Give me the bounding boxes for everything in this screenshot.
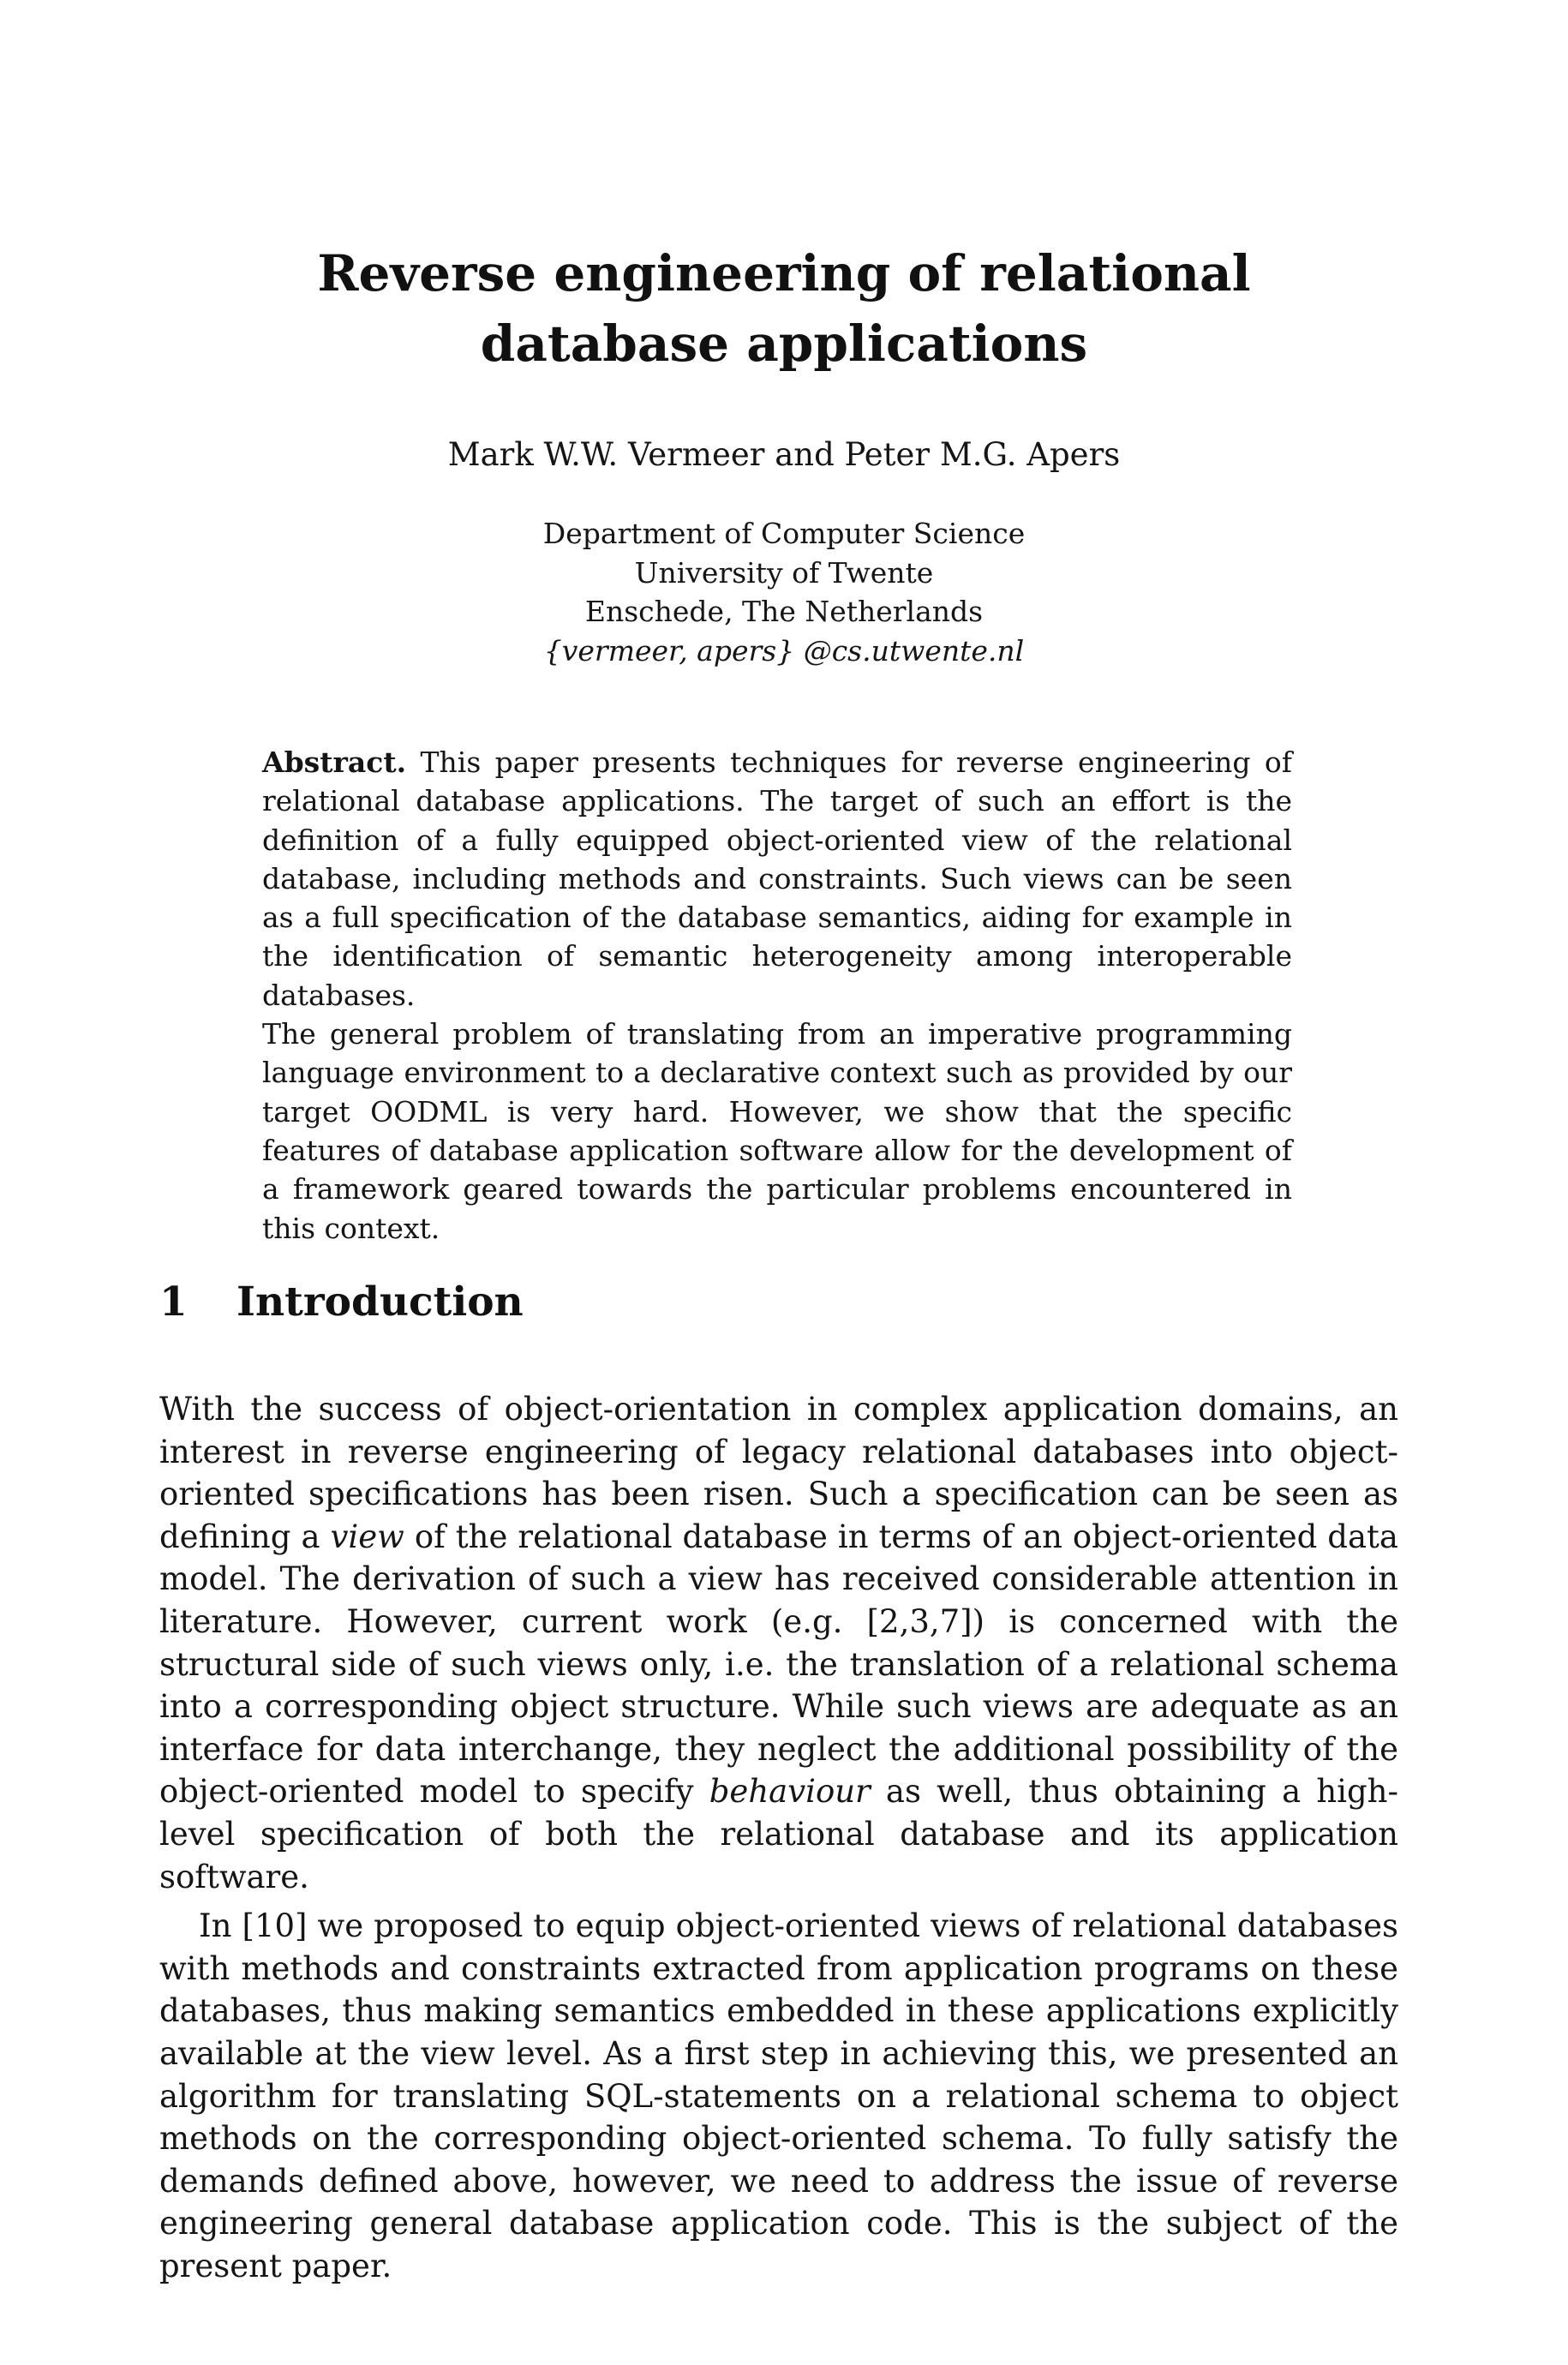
affiliation-block [0, 514, 1568, 670]
section-heading [159, 1277, 524, 1328]
emphasis-view: view [330, 1518, 404, 1555]
body-text-run: of the relational database in terms of an object-oriented data model. The derivation of such a view has received considerable attention in literature. However, current work (e.g. [2,3,7]) is concerned with the structural side of such views only, i.e. the translation of a relational schema into a corresponding object structure. While such views are adequate as an interface for data interchange, they neglect the additional possibility of the object-oriented model to specify [159, 1518, 1398, 1811]
university: University of Twente [634, 555, 934, 590]
body-text [159, 1388, 1398, 2287]
abstract-paragraph-1 [262, 743, 1292, 1015]
body-text-run: With the success of object-orientation in complex application domains, an interest in reverse engineering of legacy relational databases into object-oriented specifications has been risen. Such a specification can be seen as defining a [159, 1391, 1398, 1555]
emphasis-behaviour: behaviour [709, 1773, 871, 1811]
department: Department of Computer Science [542, 517, 1026, 550]
author-email: {vermeer, apers} @cs.utwente.nl [543, 633, 1025, 668]
abstract-label: Abstract. [262, 745, 407, 779]
abstract [262, 743, 1292, 1248]
body-paragraph-2: In [10] we proposed to equip object-oriented views of relational databases with methods and constraints extracted from application programs on these databases, thus making semantics embedded in these applications explicitly available at the view level. As a first step in achieving this, we presented an algorithm for translating SQL-statements on a relational schema to object methods on the corresponding object-oriented schema. To fully satisfy the demands defined above, however, we need to address the issue of reverse engineering general database application code. This is the subject of the present paper. [159, 1907, 1398, 2284]
section-title: Introduction [236, 1278, 524, 1326]
body-text-run: as well, thus obtaining a high-level specification of both the relational database and its application software. [159, 1773, 1398, 1895]
section-number: 1 [159, 1278, 188, 1326]
location: Enschede, The Netherlands [584, 595, 984, 628]
body-paragraph-1 [159, 1388, 1398, 1898]
abstract-text-1: This paper presents techniques for reverse engineering of relational database applications. The target of such an effort is the definition of a fully equipped object-oriented view of the relational database, including methods and constraints. Such views can be seen as a full specification of the database semantics, aiding for example in the identification of semantic heterogeneity among interoperable databases. [262, 745, 1293, 1012]
author-list: Mark W.W. Vermeer and Peter M.G. Apers [447, 436, 1121, 473]
abstract-paragraph-2: The general problem of translating from an imperative programming language environment to a declarative context such as provided by our target OODML is very hard. However, we show that the specific features of database application software allow for the development of a framework geared towards the particular problems encountered in this context. [262, 1017, 1292, 1245]
paper-title: Reverse engineering of relational database applications [317, 244, 1251, 373]
